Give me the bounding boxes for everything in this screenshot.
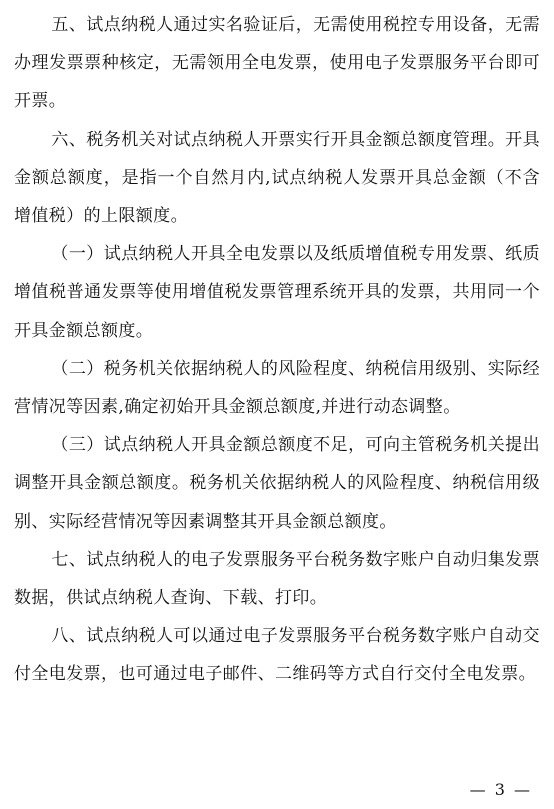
page-number: — 3 — <box>469 780 532 799</box>
paragraph-subitem-3: （三）试点纳税人开具金额总额度不足，可向主管税务机关提出调整开具金额总额度。税务机关依据纳税人的风险程度、纳税信用级别、实际经营情况等因素调整其开具金额总额度。 <box>14 435 540 532</box>
paragraph-subitem-2: （二）税务机关依据纳税人的风险程度、纳税信用级别、实际经营情况等因素,确定初始开具金额总额度,并进行动态调整。 <box>14 358 540 418</box>
paragraph-item-7: 七、试点纳税人的电子发票服务平台税务数字账户自动归集发票数据，供试点纳税人查询、下载、打印。 <box>14 549 540 609</box>
document-body <box>14 6 540 694</box>
paragraph-subitem-1: （一）试点纳税人开具全电发票以及纸质增值税专用发票、纸质增值税普通发票等使用增值税发票管理系统开具的发票，共用同一个开具金额总额度。 <box>14 244 540 341</box>
paragraph-item-6: 六、税务机关对试点纳税人开票实行开具金额总额度管理。开具金额总额度，是指一个自然月内,试点纳税人发票开具总金额（不含增值税）的上限额度。 <box>14 129 540 227</box>
paragraph-item-8: 八、试点纳税人可以通过电子发票服务平台税务数字账户自动交付全电发票，也可通过电子邮件、二维码等方式自行交付全电发票。 <box>14 626 540 685</box>
paragraph-item-5: 五、试点纳税人通过实名验证后，无需使用税控专用设备，无需办理发票票种核定，无需领用全电发票，使用电子发票服务平台即可开票。 <box>14 15 540 112</box>
